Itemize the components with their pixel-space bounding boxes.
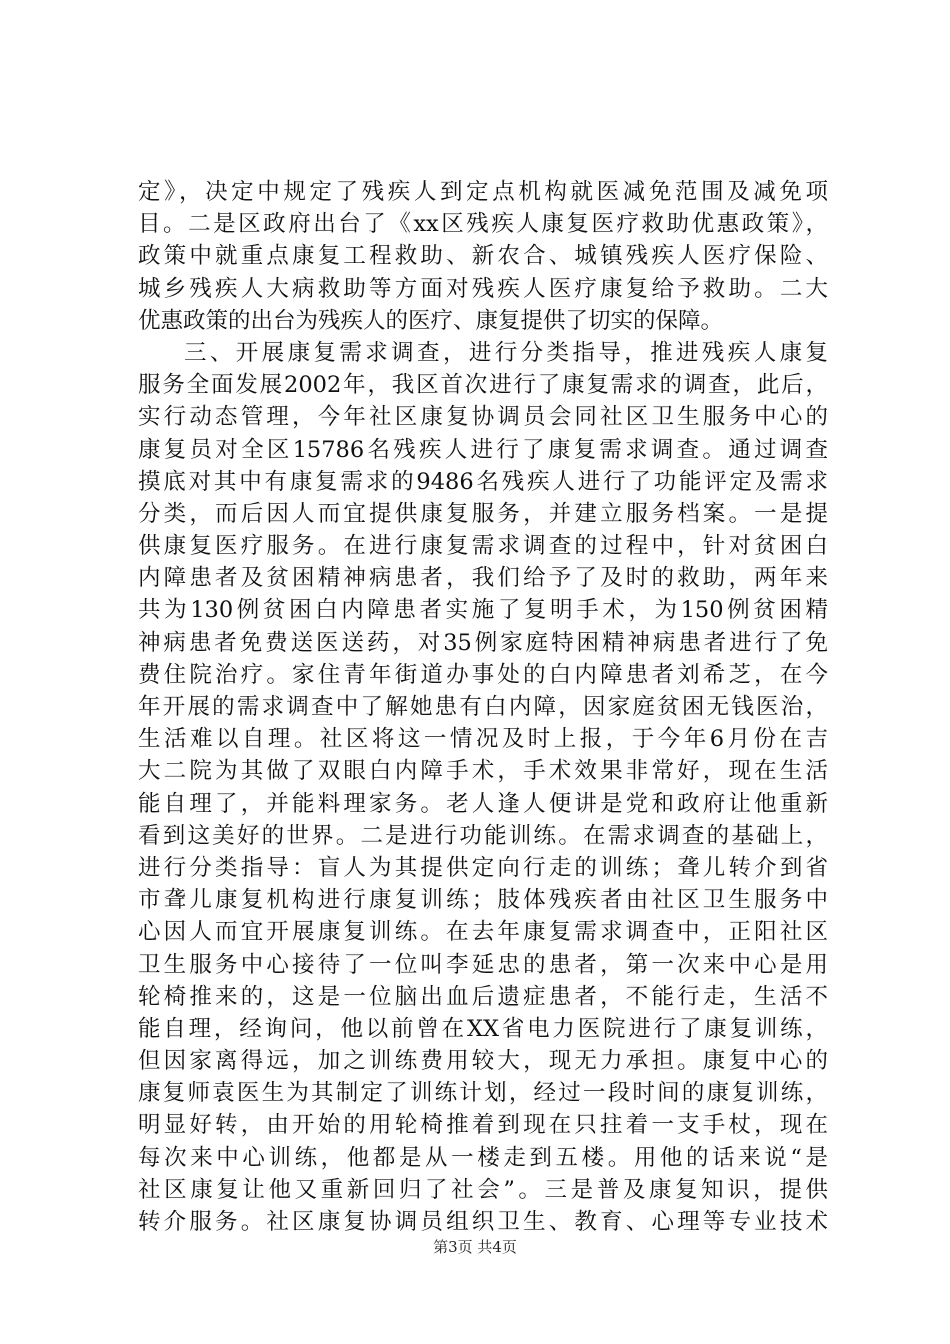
text-line: 每次来中心训练，他都是从一楼走到五楼。用他的话来说“是 — [138, 1144, 828, 1171]
text-line: 共为130例贫困白内障患者实施了复明手术，为150例贫困精 — [138, 597, 828, 624]
text-line: 康复师袁医生为其制定了训练计划，经过一段时间的康复训练， — [138, 1080, 828, 1107]
text-line: 摸底对其中有康复需求的9486名残疾人进行了功能评定及需求 — [138, 468, 828, 495]
text-line: 城乡残疾人大病救助等方面对残疾人医疗康复给予救助。二大 — [138, 275, 828, 302]
text-line: 能自理，经询问，他以前曾在XX省电力医院进行了康复训练， — [138, 1015, 828, 1042]
paragraph-2 — [138, 337, 828, 1238]
text-line: 分类，而后因人而宜提供康复服务，并建立服务档案。一是提 — [138, 500, 828, 527]
text-line: 明显好转，由开始的用轮椅推着到现在只拄着一支手杖，现在 — [138, 1112, 828, 1139]
text-line: 神病患者免费送医送药，对35例家庭特困精神病患者进行了免 — [138, 629, 828, 656]
text-line: 实行动态管理，今年社区康复协调员会同社区卫生服务中心的 — [138, 404, 828, 431]
text-line: 政策中就重点康复工程救助、新农合、城镇残疾人医疗保险、 — [138, 243, 828, 270]
text-line: 看到这美好的世界。二是进行功能训练。在需求调查的基础上， — [138, 822, 828, 849]
paragraph-1 — [138, 176, 828, 337]
text-line: 心因人而宜开展康复训练。在去年康复需求调查中，正阳社区 — [138, 919, 828, 946]
text-line: 社区康复让他又重新回归了社会”。三是普及康复知识，提供 — [138, 1176, 828, 1203]
text-line: 费住院治疗。家住青年街道办事处的白内障患者刘希芝，在今 — [138, 661, 828, 688]
text-line: 康复员对全区15786名残疾人进行了康复需求调查。通过调查 — [138, 436, 828, 463]
page-number-label: 第3页 共4页 — [433, 1238, 517, 1256]
text-line: 大二院为其做了双眼白内障手术，手术效果非常好，现在生活 — [138, 758, 828, 785]
page-footer — [0, 1236, 950, 1257]
text-line: 定》，决定中规定了残疾人到定点机构就医减免范围及减免项 — [138, 179, 828, 205]
text-line: 目。二是区政府出台了《xx区残疾人康复医疗救助优惠政策》， — [138, 211, 828, 238]
text-line: 供康复医疗服务。在进行康复需求调查的过程中，针对贫困白 — [138, 533, 828, 560]
text-line: 但因家离得远，加之训练费用较大，现无力承担。康复中心的 — [138, 1048, 828, 1075]
text-line: 年开展的需求调查中了解她患有白内障，因家庭贫困无钱医治， — [138, 694, 828, 720]
text-line: 转介服务。社区康复协调员组织卫生、教育、心理等专业技术 — [138, 1209, 828, 1235]
text-line: 卫生服务中心接待了一位叫李延忠的患者，第一次来中心是用 — [138, 951, 828, 978]
text-line: 优惠政策的出台为残疾人的医疗、康复提供了切实的保障。 — [138, 307, 724, 334]
text-line: 进行分类指导：盲人为其提供定向行走的训练；聋儿转介到省 — [138, 854, 828, 881]
text-line: 市聋儿康复机构进行康复训练；肢体残疾者由社区卫生服务中 — [138, 887, 828, 914]
text-line: 服务全面发展2002年，我区首次进行了康复需求的调查，此后， — [138, 372, 828, 399]
text-line: 能自理了，并能料理家务。老人逢人便讲是党和政府让他重新 — [138, 790, 828, 817]
text-line: 生活难以自理。社区将这一情况及时上报，于今年6月份在吉 — [138, 726, 828, 753]
text-line: 三、开展康复需求调查，进行分类指导，推进残疾人康复 — [184, 339, 828, 366]
text-line: 轮椅推来的，这是一位脑出血后遗症患者，不能行走，生活不 — [138, 983, 828, 1010]
text-line: 内障患者及贫困精神病患者，我们给予了及时的救助，两年来 — [138, 565, 828, 592]
body-text — [138, 176, 828, 1238]
